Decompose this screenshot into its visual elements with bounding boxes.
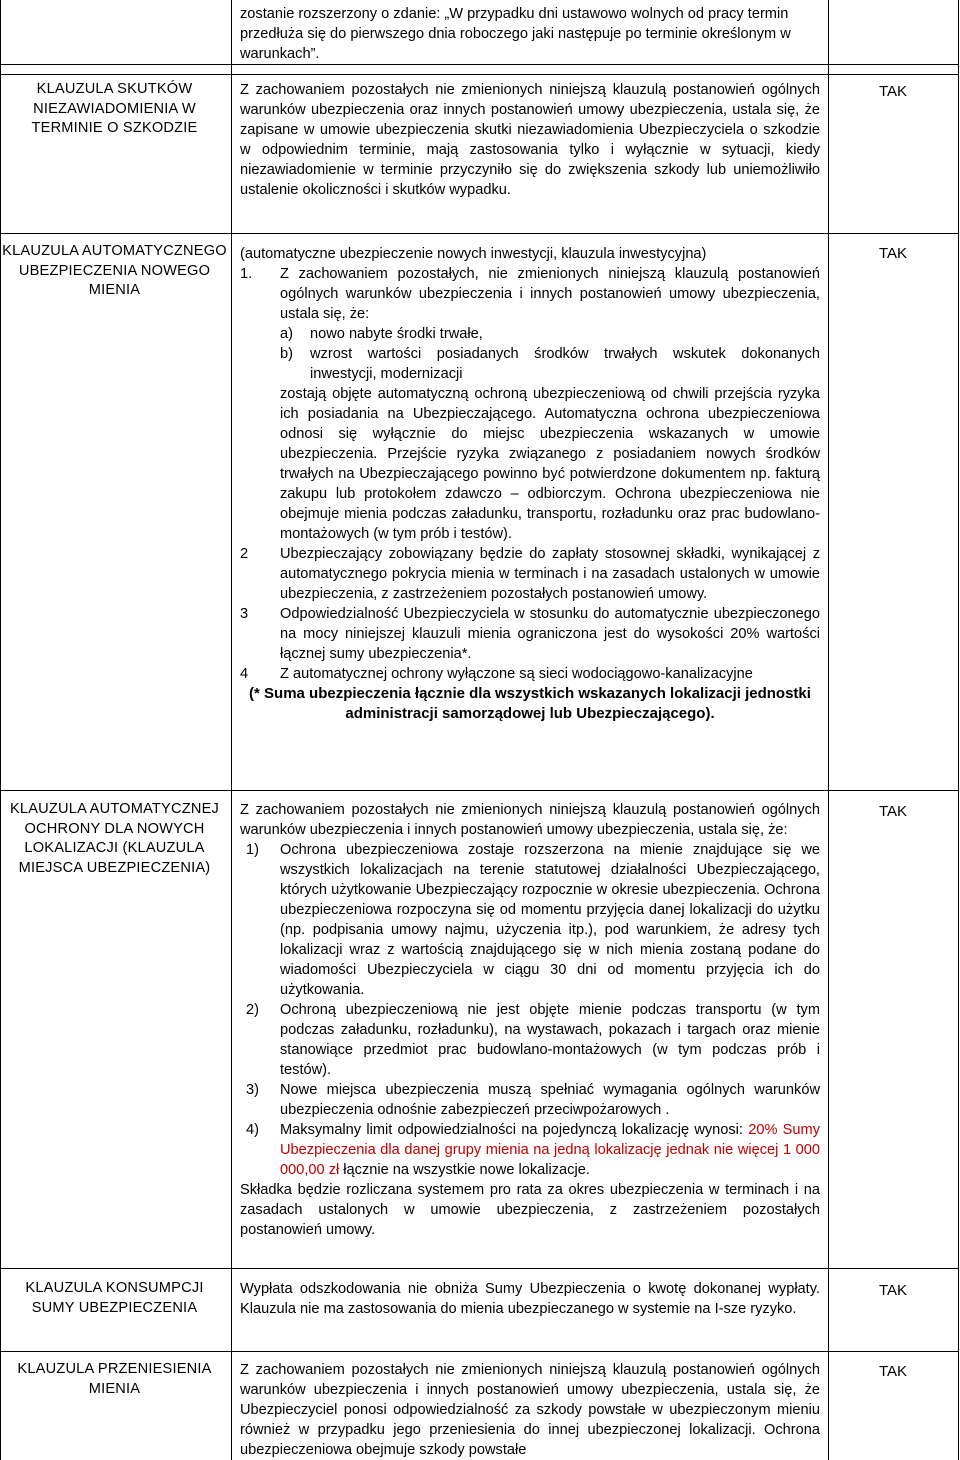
table-divider-col2	[828, 0, 829, 1460]
clause-answer: TAK	[878, 1363, 908, 1380]
clause-answer: TAK	[878, 1282, 908, 1299]
intro-text: zostanie rozszerzony o zdanie: „W przypadku dni ustawowo wolnych od pracy termin przedłuża się do pierwszego dnia roboczego jaki następuje po terminie określonym w warunkach”.	[240, 6, 791, 62]
clause-answer: TAK	[878, 245, 908, 262]
sub-text: nowo nabyte środki trwałe,	[310, 326, 483, 342]
row-divider-1b	[0, 74, 959, 75]
clause-answer: TAK	[878, 83, 908, 100]
item-text: Ubezpieczający zobowiązany będzie do zapłaty stosownej składki, wynikającej z automatycznego pokrycia mienia w terminach i na zasadach ustalonych w umowie ubezpieczenia, z zastrzeżeniem pozostałych postanowień umowy.	[280, 546, 820, 602]
table-border-right	[958, 0, 959, 1460]
row-divider-2	[0, 233, 959, 234]
clause-title: KLAUZULA AUTOMATYCZNEGO UBEZPIECZENIA NOWEGO MIENIA	[2, 243, 227, 298]
item-number: 4)	[246, 1122, 259, 1138]
clause-text: Wypłata odszkodowania nie obniża Sumy Ubezpieczenia o kwotę dokonanej wypłaty. Klauzula nie ma zastosowania do mienia ubezpieczanego w systemie na I-sze ryzyko.	[240, 1281, 820, 1317]
sub-label: a)	[280, 326, 293, 342]
clause-text: Z zachowaniem pozostałych nie zmienionych niniejszą klauzulą postanowień ogólnych warunków ubezpieczenia i innych postanowień umowy ubezpieczenia, ustala się, że Ubezpieczyciel ponosi odpowiedzialność za szkody powstałe w ubezpieczonym mieniu również w przypadku jego przeniesienia do innej ubezpieczonej lokalizacji. Ochrona ubezpieczeniowa obejmuje szkody powstałe	[240, 1362, 820, 1458]
item-text: Maksymalny limit odpowiedzialności na pojedynczą lokalizację wynosi:	[280, 1122, 743, 1138]
item-number: 2	[240, 546, 249, 562]
item-number: 3)	[246, 1082, 259, 1098]
limit-text: 20% Sumy Ubezpieczenia dla danej grupy mienia na jedną lokalizację jednak nie więcej 1 000 000,00 zł	[280, 1122, 820, 1178]
sub-text: wzrost wartości posiadanych środków trwałych wskutek dokonanych inwestycji, modernizacji	[310, 346, 820, 382]
clause-lead: Z zachowaniem pozostałych nie zmienionych niniejszą klauzulą postanowień ogólnych warunków ubezpieczenia i innych postanowień umowy ubezpieczenia, ustala się, że:	[240, 802, 820, 838]
table-border-left	[0, 0, 1, 1460]
row-divider-4	[0, 1268, 959, 1269]
row-divider-1	[0, 64, 959, 65]
item-continuation: zostają objęte automatyczną ochroną ubezpieczeniową od chwili przejścia ryzyka ich posiadania na Ubezpieczającego. Automatyczna ochrona ubezpieczeniowa odnosi się wyłącznie do miejsc ubezpieczenia wskazanych w umowie ubezpieczenia. Przejście ryzyka związanego z posiadaniem nowych środków trwałych na Ubezpieczającego powinno być potwierdzone dokumentem np. fakturą zakupu lub protokołem zdawczo – odbiorczym. Ochrona ubezpieczeniowa nie obejmuje mienia podczas załadunku, transportu, rozładunku oraz prac budowlano-montażowych (w tym prób i testów).	[280, 386, 820, 542]
clause-body	[240, 800, 820, 1240]
item-text: Nowe miejsca ubezpieczenia muszą spełniać wymagania ogólnych warunków ubezpieczenia odnośnie zabezpieczeń przeciwpożarowych .	[280, 1082, 820, 1118]
item-text: Ochroną ubezpieczeniową nie jest objęte mienie podczas transportu (w tym podczas załadunku, rozładunku), na wystawach, pokazach i targach oraz mienie stanowiące przedmiot prac budowlano-montażowych (w tym podczas prób i testów).	[280, 1002, 820, 1078]
item-number: 4	[240, 666, 249, 682]
clause-heading: (automatyczne ubezpieczenie nowych inwestycji, klauzula inwestycyjna)	[240, 246, 707, 262]
table-divider-col1	[231, 0, 232, 1460]
row-divider-5	[0, 1351, 959, 1352]
item-text: Odpowiedzialność Ubezpieczyciela w stosunku do automatycznie ubezpieczonego na mocy niniejszej klauzuli mienia ograniczona jest do wysokości 20% wartości łącznej sumy ubezpieczenia*.	[280, 606, 820, 662]
clause-title: KLAUZULA SKUTKÓW NIEZAWIADOMIENIA W TERMINIE O SZKODZIE	[31, 81, 198, 136]
clause-title: KLAUZULA KONSUMPCJI SUMY UBEZPIECZENIA	[25, 1280, 204, 1316]
clause-tail: Składka będzie rozliczana systemem pro rata za okres ubezpieczenia w terminach i na zasadach ustalonych w umowie ubezpieczenia, z zastrzeżeniem pozostałych postanowień umowy.	[240, 1182, 820, 1238]
clause-title: KLAUZULA PRZENIESIENIA MIENIA	[17, 1361, 212, 1397]
clause-body	[240, 244, 820, 724]
footnote: (* Suma ubezpieczenia łącznie dla wszystkich wskazanych lokalizacji jednostki administracji samorządowej lub Ubezpieczającego).	[249, 685, 811, 722]
item-text-end: łącznie na wszystkie nowe lokalizacje.	[343, 1162, 590, 1178]
item-number: 1.	[240, 266, 253, 282]
item-number: 3	[240, 606, 249, 622]
item-text: Ochrona ubezpieczeniowa zostaje rozszerzona na mienie znajdujące się we wszystkich lokalizacjach na terenie statutowej działalności Ubezpieczającego, których użytkowanie Ubezpieczający rozpocznie w okresie ubezpieczenia. Ochrona ubezpieczeniowa rozpoczyna się od momentu przyjęcia danej lokalizacji do użytku (np. podpisania umowy najmu, użyczenia itp.), pod warunkiem, że adresy tych lokalizacji wraz z wartością znajdującego się w nich mienia zostaną podane do wiadomości Ubezpieczyciela w ciągu 30 dni od momentu przyjęcia ich do użytkowania.	[280, 842, 820, 998]
item-text: Z automatycznej ochrony wyłączone są sieci wodociągowo-kanalizacyjne	[280, 666, 753, 682]
clause-answer: TAK	[878, 803, 908, 820]
clause-title: KLAUZULA AUTOMATYCZNEJ OCHRONY DLA NOWYCH LOKALIZACJI (KLAUZULA MIEJSCA UBEZPIECZENIA)	[9, 801, 220, 876]
item-number: 1)	[246, 842, 259, 858]
clause-text: Z zachowaniem pozostałych nie zmienionych niniejszą klauzulą postanowień ogólnych warunków ubezpieczenia oraz innych postanowień umowy ubezpieczenia, ustala się, że zapisane w umowie ubezpieczenia skutki niezawiadomienia Ubezpieczyciela o szkodzie w odpowiednim terminie, mają zastosowania tylko i wyłącznie w sytuacji, kiedy niezawiadomienie w terminie przyczyniło się do zwiększenia szkody lub uniemożliwiło ustalenie okoliczności i skutków wypadku.	[240, 82, 820, 198]
item-text: Z zachowaniem pozostałych, nie zmienionych niniejszą klauzulą postanowień ogólnych warunków ubezpieczenia i innych postanowień umowy ubezpieczenia, ustala się, że:	[280, 266, 820, 322]
item-number: 2)	[246, 1002, 259, 1018]
row-divider-3	[0, 790, 959, 791]
sub-label: b)	[280, 346, 293, 362]
